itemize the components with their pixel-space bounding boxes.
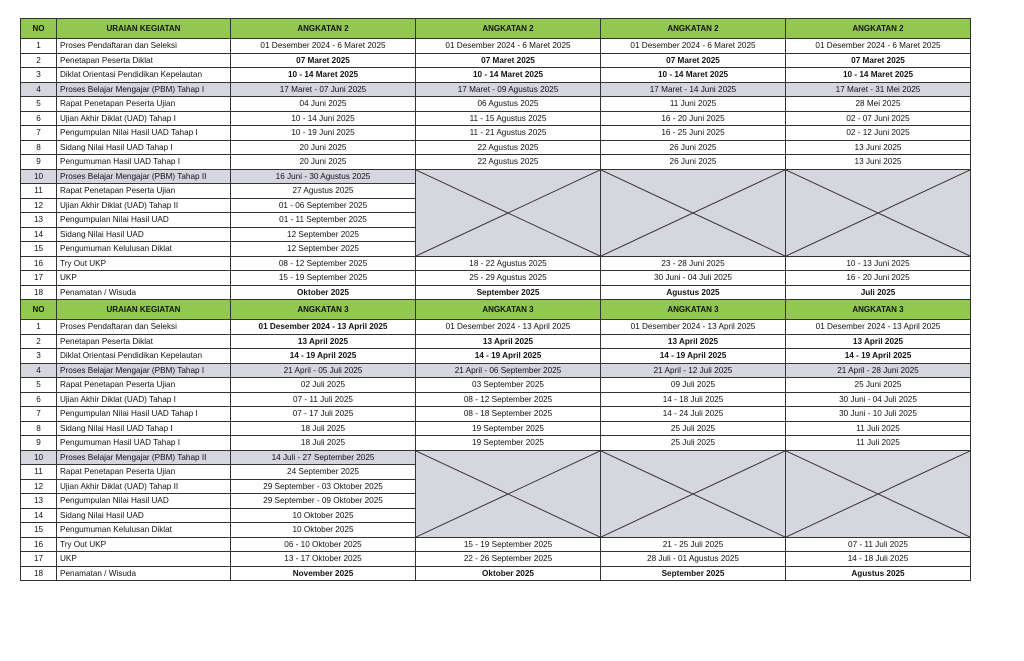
row-number: 1 [21,39,57,54]
not-applicable-cross-cell [601,169,786,256]
row-number: 11 [21,465,57,480]
header-angkatan: ANGKATAN 3 [601,300,786,320]
date-cell: 13 - 17 Oktober 2025 [231,552,416,567]
activity-label: Proses Pendaftaran dan Seleksi [57,320,231,335]
date-cell: 21 April - 06 September 2025 [416,363,601,378]
date-cell: 14 - 18 Juli 2025 [601,392,786,407]
activity-label: Proses Belajar Mengajar (PBM) Tahap II [57,450,231,465]
date-cell: 13 April 2025 [416,334,601,349]
date-cell: Juli 2025 [786,285,971,300]
date-cell: 07 Maret 2025 [416,53,601,68]
activity-label: Pengumuman Hasil UAD Tahap I [57,155,231,170]
row-number: 12 [21,198,57,213]
activity-label: Rapat Penetapan Peserta Ujian [57,97,231,112]
date-cell: 16 Juni - 30 Agustus 2025 [231,169,416,184]
date-cell: 02 - 07 Juni 2025 [786,111,971,126]
activity-label: Proses Pendaftaran dan Seleksi [57,39,231,54]
date-cell: 13 April 2025 [786,334,971,349]
date-cell: 15 - 19 September 2025 [416,537,601,552]
date-cell: 19 September 2025 [416,421,601,436]
date-cell: 10 - 14 Maret 2025 [786,68,971,83]
row-number: 9 [21,436,57,451]
row-number: 18 [21,285,57,300]
table-row [21,349,971,364]
date-cell: 01 Desember 2024 - 6 Maret 2025 [231,39,416,54]
row-number: 5 [21,97,57,112]
activity-label: Rapat Penetapan Peserta Ujian [57,378,231,393]
date-cell: 11 - 21 Agustus 2025 [416,126,601,141]
row-number: 4 [21,82,57,97]
activity-label: Pengumpulan Nilai Hasil UAD [57,213,231,228]
table-row [21,450,971,465]
activity-label: Try Out UKP [57,256,231,271]
table-row [21,421,971,436]
date-cell: 16 - 25 Juni 2025 [601,126,786,141]
date-cell: 08 - 12 September 2025 [231,256,416,271]
table-row [21,126,971,141]
activity-label: Pengumuman Kelulusan Diklat [57,242,231,257]
row-number: 2 [21,334,57,349]
date-cell: 01 Desember 2024 - 13 April 2025 [231,320,416,335]
schedule-sheet [20,18,970,581]
date-cell: Oktober 2025 [231,285,416,300]
row-number: 12 [21,479,57,494]
activity-label: Ujian Akhir Diklat (UAD) Tahap II [57,198,231,213]
row-number: 15 [21,242,57,257]
header-angkatan: ANGKATAN 3 [786,300,971,320]
date-cell: 14 - 19 April 2025 [786,349,971,364]
row-number: 3 [21,349,57,364]
row-number: 10 [21,169,57,184]
date-cell: 24 September 2025 [231,465,416,480]
activity-label: Proses Belajar Mengajar (PBM) Tahap I [57,82,231,97]
activity-label: Proses Belajar Mengajar (PBM) Tahap I [57,363,231,378]
table-row [21,320,971,335]
header-no: NO [21,19,57,39]
date-cell: 02 Juli 2025 [231,378,416,393]
row-number: 11 [21,184,57,199]
date-cell: September 2025 [601,566,786,581]
activity-label: Sidang Nilai Hasil UAD [57,508,231,523]
date-cell: 07 - 11 Juli 2025 [786,537,971,552]
row-number: 17 [21,271,57,286]
row-number: 2 [21,53,57,68]
date-cell: November 2025 [231,566,416,581]
date-cell: 14 - 19 April 2025 [231,349,416,364]
cross-mark-icon [786,170,970,256]
not-applicable-cross-cell [416,169,601,256]
date-cell: 14 - 19 April 2025 [416,349,601,364]
date-cell: 10 - 19 Juni 2025 [231,126,416,141]
activity-label: Pengumpulan Nilai Hasil UAD Tahap I [57,407,231,422]
header-angkatan: ANGKATAN 2 [601,19,786,39]
row-number: 3 [21,68,57,83]
date-cell: 19 September 2025 [416,436,601,451]
date-cell: 28 Juli - 01 Agustus 2025 [601,552,786,567]
date-cell: 22 Agustus 2025 [416,155,601,170]
header-activity: URAIAN KEGIATAN [57,300,231,320]
table-row [21,363,971,378]
date-cell: 13 April 2025 [601,334,786,349]
activity-label: Penamatan / Wisuda [57,285,231,300]
table-row [21,552,971,567]
activity-label: Diklat Orientasi Pendidikan Kepelautan [57,68,231,83]
date-cell: 20 Juni 2025 [231,140,416,155]
table-row [21,82,971,97]
table-row [21,155,971,170]
date-cell: 13 April 2025 [231,334,416,349]
date-cell: 10 Oktober 2025 [231,523,416,538]
date-cell: 01 Desember 2024 - 6 Maret 2025 [786,39,971,54]
date-cell: 28 Mei 2025 [786,97,971,112]
row-number: 8 [21,140,57,155]
date-cell: 10 - 14 Maret 2025 [231,68,416,83]
activity-label: Penetapan Peserta Diklat [57,53,231,68]
table-row [21,566,971,581]
date-cell: 14 - 24 Juli 2025 [601,407,786,422]
activity-label: UKP [57,271,231,286]
date-cell: 11 - 15 Agustus 2025 [416,111,601,126]
date-cell: 06 Agustus 2025 [416,97,601,112]
date-cell: 10 - 14 Maret 2025 [601,68,786,83]
date-cell: 25 Juli 2025 [601,436,786,451]
activity-label: Pengumuman Kelulusan Diklat [57,523,231,538]
date-cell: 23 - 28 Juni 2025 [601,256,786,271]
row-number: 6 [21,392,57,407]
row-number: 4 [21,363,57,378]
not-applicable-cross-cell [416,450,601,537]
date-cell: 17 Maret - 14 Juni 2025 [601,82,786,97]
date-cell: 03 September 2025 [416,378,601,393]
cross-mark-icon [416,451,600,537]
row-number: 15 [21,523,57,538]
row-number: 13 [21,494,57,509]
date-cell: 17 Maret - 31 Mei 2025 [786,82,971,97]
table-row [21,378,971,393]
header-angkatan: ANGKATAN 3 [231,300,416,320]
date-cell: 22 Agustus 2025 [416,140,601,155]
table-row [21,537,971,552]
date-cell: 18 Juli 2025 [231,436,416,451]
table-row [21,392,971,407]
table-row [21,285,971,300]
activity-label: Penamatan / Wisuda [57,566,231,581]
date-cell: 11 Juni 2025 [601,97,786,112]
activity-label: Proses Belajar Mengajar (PBM) Tahap II [57,169,231,184]
not-applicable-cross-cell [786,450,971,537]
activity-label: Ujian Akhir Diklat (UAD) Tahap I [57,392,231,407]
activity-label: Sidang Nilai Hasil UAD [57,227,231,242]
activity-label: Diklat Orientasi Pendidikan Kepelautan [57,349,231,364]
date-cell: 18 - 22 Agustus 2025 [416,256,601,271]
row-number: 16 [21,256,57,271]
date-cell: 07 Maret 2025 [601,53,786,68]
row-number: 6 [21,111,57,126]
cross-mark-icon [416,170,600,256]
date-cell: 01 - 06 September 2025 [231,198,416,213]
date-cell: 01 - 11 September 2025 [231,213,416,228]
date-cell: 12 September 2025 [231,242,416,257]
date-cell: 14 Juli - 27 September 2025 [231,450,416,465]
row-number: 7 [21,126,57,141]
date-cell: 09 Juli 2025 [601,378,786,393]
date-cell: 21 April - 05 Juli 2025 [231,363,416,378]
activity-label: Try Out UKP [57,537,231,552]
header-row [21,19,971,39]
date-cell: 07 - 11 Juli 2025 [231,392,416,407]
date-cell: 13 Juni 2025 [786,155,971,170]
table-row [21,111,971,126]
schedule-table [20,18,971,581]
row-number: 8 [21,421,57,436]
header-angkatan: ANGKATAN 2 [416,19,601,39]
table-row [21,140,971,155]
row-number: 14 [21,508,57,523]
row-number: 10 [21,450,57,465]
date-cell: 01 Desember 2024 - 6 Maret 2025 [416,39,601,54]
date-cell: 26 Juni 2025 [601,155,786,170]
date-cell: 14 - 19 April 2025 [601,349,786,364]
date-cell: 21 April - 28 Juni 2025 [786,363,971,378]
date-cell: 18 Juli 2025 [231,421,416,436]
date-cell: 07 - 17 Juli 2025 [231,407,416,422]
date-cell: 01 Desember 2024 - 13 April 2025 [601,320,786,335]
date-cell: 01 Desember 2024 - 13 April 2025 [786,320,971,335]
table-row [21,271,971,286]
row-number: 18 [21,566,57,581]
date-cell: 17 Maret - 07 Juni 2025 [231,82,416,97]
date-cell: 25 - 29 Agustus 2025 [416,271,601,286]
date-cell: Agustus 2025 [601,285,786,300]
row-number: 7 [21,407,57,422]
table-row [21,334,971,349]
date-cell: Oktober 2025 [416,566,601,581]
date-cell: 07 Maret 2025 [231,53,416,68]
row-number: 17 [21,552,57,567]
table-row [21,39,971,54]
date-cell: 21 - 25 Juli 2025 [601,537,786,552]
activity-label: Pengumpulan Nilai Hasil UAD [57,494,231,509]
date-cell: 08 - 18 September 2025 [416,407,601,422]
date-cell: 11 Juli 2025 [786,436,971,451]
cross-mark-icon [601,170,785,256]
date-cell: 26 Juni 2025 [601,140,786,155]
table-row [21,53,971,68]
date-cell: 30 Juni - 04 Juli 2025 [601,271,786,286]
date-cell: 08 - 12 September 2025 [416,392,601,407]
date-cell: 21 April - 12 Juli 2025 [601,363,786,378]
table-row [21,68,971,83]
cross-mark-icon [601,451,785,537]
date-cell: 27 Agustus 2025 [231,184,416,199]
table-row [21,256,971,271]
date-cell: 11 Juli 2025 [786,421,971,436]
date-cell: 13 Juni 2025 [786,140,971,155]
date-cell: 04 Juni 2025 [231,97,416,112]
activity-label: Rapat Penetapan Peserta Ujian [57,184,231,199]
date-cell: 12 September 2025 [231,227,416,242]
date-cell: 01 Desember 2024 - 6 Maret 2025 [601,39,786,54]
date-cell: 07 Maret 2025 [786,53,971,68]
date-cell: 16 - 20 Juni 2025 [601,111,786,126]
date-cell: 25 Juni 2025 [786,378,971,393]
date-cell: 10 - 13 Juni 2025 [786,256,971,271]
date-cell: 01 Desember 2024 - 13 April 2025 [416,320,601,335]
header-angkatan: ANGKATAN 2 [231,19,416,39]
row-number: 9 [21,155,57,170]
activity-label: Ujian Akhir Diklat (UAD) Tahap II [57,479,231,494]
table-row [21,436,971,451]
date-cell: 02 - 12 Juni 2025 [786,126,971,141]
table-row [21,97,971,112]
date-cell: 06 - 10 Oktober 2025 [231,537,416,552]
date-cell: 10 Oktober 2025 [231,508,416,523]
date-cell: 17 Maret - 09 Agustus 2025 [416,82,601,97]
date-cell: 10 - 14 Maret 2025 [416,68,601,83]
date-cell: 14 - 18 Juli 2025 [786,552,971,567]
header-no: NO [21,300,57,320]
date-cell: 25 Juli 2025 [601,421,786,436]
table-row [21,169,971,184]
date-cell: 22 - 26 September 2025 [416,552,601,567]
date-cell: 15 - 19 September 2025 [231,271,416,286]
row-number: 13 [21,213,57,228]
row-number: 14 [21,227,57,242]
date-cell: 30 Juni - 04 Juli 2025 [786,392,971,407]
header-row [21,300,971,320]
date-cell: 20 Juni 2025 [231,155,416,170]
date-cell: September 2025 [416,285,601,300]
row-number: 16 [21,537,57,552]
header-angkatan: ANGKATAN 2 [786,19,971,39]
date-cell: 10 - 14 Juni 2025 [231,111,416,126]
not-applicable-cross-cell [601,450,786,537]
date-cell: 29 September - 03 Oktober 2025 [231,479,416,494]
activity-label: UKP [57,552,231,567]
header-activity: URAIAN KEGIATAN [57,19,231,39]
activity-label: Sidang Nilai Hasil UAD Tahap I [57,140,231,155]
activity-label: Pengumuman Hasil UAD Tahap I [57,436,231,451]
header-angkatan: ANGKATAN 3 [416,300,601,320]
activity-label: Rapat Penetapan Peserta Ujian [57,465,231,480]
activity-label: Sidang Nilai Hasil UAD Tahap I [57,421,231,436]
date-cell: 16 - 20 Juni 2025 [786,271,971,286]
not-applicable-cross-cell [786,169,971,256]
row-number: 1 [21,320,57,335]
date-cell: 29 September - 09 Oktober 2025 [231,494,416,509]
date-cell: 30 Juni - 10 Juli 2025 [786,407,971,422]
cross-mark-icon [786,451,970,537]
row-number: 5 [21,378,57,393]
date-cell: Agustus 2025 [786,566,971,581]
activity-label: Penetapan Peserta Diklat [57,334,231,349]
table-row [21,407,971,422]
activity-label: Ujian Akhir Diklat (UAD) Tahap I [57,111,231,126]
activity-label: Pengumpulan Nilai Hasil UAD Tahap I [57,126,231,141]
